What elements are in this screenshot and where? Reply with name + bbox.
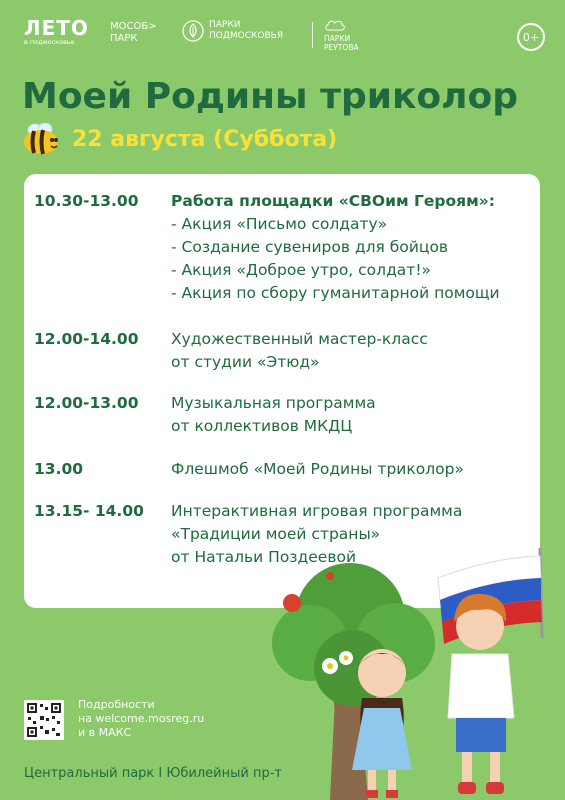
schedule-line: Музыкальная программа bbox=[171, 394, 376, 412]
schedule-line: Флешмоб «Моей Родины триколор» bbox=[171, 460, 464, 478]
tree-apple bbox=[283, 594, 301, 612]
boy-shorts bbox=[456, 718, 506, 752]
boy-shoe bbox=[458, 782, 476, 794]
schedule-line: от Натальи Поздеевой bbox=[171, 548, 357, 566]
schedule-description bbox=[171, 392, 530, 438]
logo-divider bbox=[312, 22, 313, 48]
header bbox=[24, 18, 545, 58]
schedule-line: - Создание сувениров для бойцов bbox=[171, 238, 449, 256]
date-row bbox=[22, 122, 337, 156]
parki-logo-line1: ПАРКИ bbox=[209, 20, 241, 30]
page-title: Моей Родины триколор bbox=[22, 76, 519, 117]
schedule-line: - Акция «Письмо солдату» bbox=[171, 215, 388, 233]
mosobpark-logo-line1: МОСОБ> bbox=[110, 21, 157, 32]
schedule-card bbox=[24, 174, 540, 608]
event-address: Центральный парк I Юбилейный пр-т bbox=[24, 766, 282, 781]
leaf-circle-icon bbox=[182, 20, 204, 42]
reutov-logo-line1: ПАРКИ bbox=[324, 34, 351, 43]
girl-face bbox=[358, 649, 406, 697]
schedule-line: Интерактивная игровая программа bbox=[171, 502, 463, 520]
schedule-time: 13.00 bbox=[34, 460, 84, 478]
boy-leg bbox=[462, 752, 472, 782]
children-with-flag-illustration bbox=[270, 548, 560, 800]
schedule-line: Художественный мастер-класс bbox=[171, 330, 428, 348]
details-text bbox=[78, 698, 204, 740]
leto-logo-subtext: в подмосковье bbox=[24, 38, 75, 46]
mosobpark-logo bbox=[110, 21, 180, 45]
boy-shirt bbox=[448, 654, 514, 718]
age-rating-badge: 0+ bbox=[517, 23, 545, 51]
schedule-time: 12.00-14.00 bbox=[34, 330, 139, 348]
bee-icon bbox=[22, 122, 62, 156]
schedule-line: - Акция по сбору гуманитарной помощи bbox=[171, 284, 500, 302]
schedule-description bbox=[171, 328, 530, 374]
boy-leg bbox=[490, 752, 500, 782]
schedule-time: 12.00-13.00 bbox=[34, 394, 139, 412]
event-date: 22 августа (Суббота) bbox=[72, 126, 338, 152]
leto-logo bbox=[24, 18, 89, 46]
schedule-description bbox=[171, 458, 530, 481]
reutov-logo-line2: РЕУТОВА bbox=[324, 43, 359, 52]
schedule-line: от коллективов МКДЦ bbox=[171, 417, 353, 435]
schedule-line: - Акция «Доброе утро, солдат!» bbox=[171, 261, 432, 279]
schedule-line: «Традиции моей страны» bbox=[171, 525, 381, 543]
schedule-line: от студии «Этюд» bbox=[171, 353, 320, 371]
girl-shoe bbox=[366, 790, 378, 798]
parki-logo-line2: ПОДМОСКОВЬЯ bbox=[209, 31, 284, 41]
parki-reutova-logo bbox=[324, 18, 359, 52]
details-line: и в МАКС bbox=[78, 726, 132, 739]
schedule-description bbox=[171, 190, 530, 305]
schedule-time: 10.30-13.00 bbox=[34, 192, 139, 210]
daisy-center bbox=[327, 663, 333, 669]
boy-shoe bbox=[486, 782, 504, 794]
qr-code[interactable] bbox=[24, 700, 64, 740]
daisy-center bbox=[344, 656, 349, 661]
details-line: Подробности bbox=[78, 698, 155, 711]
tree-icon bbox=[324, 18, 346, 32]
details-link[interactable]: на welcome.mosreg.ru bbox=[78, 712, 205, 725]
leto-logo-text: ЛЕТО bbox=[24, 16, 89, 40]
schedule-line: Работа площадки «СВОим Героям»: bbox=[171, 192, 496, 210]
girl-leg bbox=[368, 770, 376, 792]
schedule-time: 13.15- 14.00 bbox=[34, 502, 144, 520]
girl-leg bbox=[388, 770, 396, 792]
mosobpark-logo-line2: ПАРК bbox=[110, 33, 138, 44]
parki-podmoskovya-logo bbox=[182, 20, 283, 42]
tree-apple bbox=[326, 572, 334, 580]
girl-shoe bbox=[386, 790, 398, 798]
